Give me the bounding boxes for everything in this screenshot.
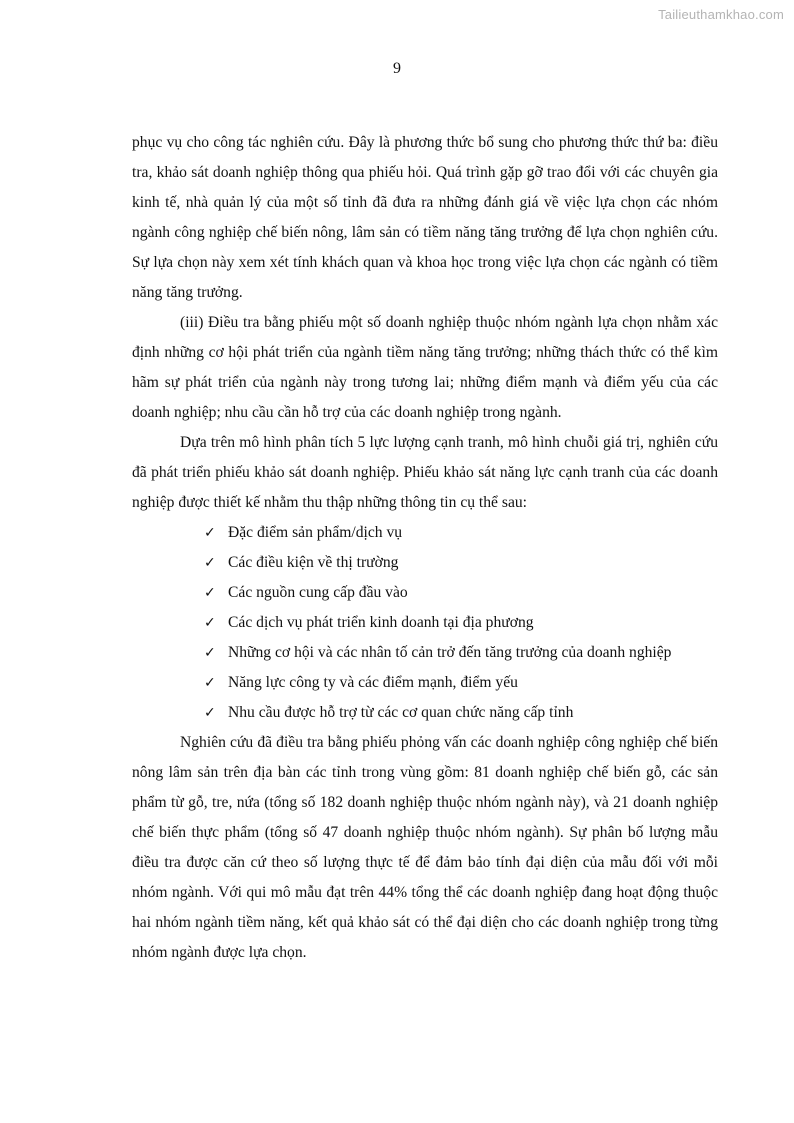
paragraph-five-forces: Dựa trên mô hình phân tích 5 lực lượng cạnh tranh, mô hình chuỗi giá trị, nghiên cứu đã phát triển phiếu khảo sát doanh nghiệp. Phiếu khảo sát năng lực cạnh tranh của các doanh nghiệp được thiết kế nhằm thu thập những thông tin cụ thể sau: bbox=[132, 434, 718, 511]
survey-info-checklist bbox=[132, 518, 718, 728]
checkmark-icon: ✓ bbox=[204, 675, 216, 691]
page-number: 9 bbox=[393, 60, 401, 77]
list-item bbox=[204, 518, 718, 548]
paragraph-continued: phục vụ cho công tác nghiên cứu. Đây là phương thức bổ sung cho phương thức thứ ba: điều tra, khảo sát doanh nghiệp thông qua phiếu hỏi. Quá trình gặp gỡ trao đổi với các chuyên gia kinh tế, nhà quản lý của một số tỉnh đã đưa ra những đánh giá về việc lựa chọn các nhóm ngành công nghiệp chế biến nông, lâm sản có tiềm năng tăng trưởng để lựa chọn nghiên cứu. Sự lựa chọn này xem xét tính khách quan và khoa học trong việc lựa chọn các ngành có tiềm năng tăng trưởng. bbox=[132, 134, 718, 301]
list-item bbox=[204, 608, 718, 638]
list-item-text: Các dịch vụ phát triển kinh doanh tại địa phương bbox=[228, 614, 534, 631]
checkmark-icon: ✓ bbox=[204, 705, 216, 721]
checkmark-icon: ✓ bbox=[204, 645, 216, 661]
checkmark-icon: ✓ bbox=[204, 585, 216, 601]
checkmark-icon: ✓ bbox=[204, 615, 216, 631]
checkmark-icon: ✓ bbox=[204, 525, 216, 541]
list-item-text: Đặc điểm sản phẩm/dịch vụ bbox=[228, 524, 403, 541]
list-item-text: Các điều kiện về thị trường bbox=[228, 554, 399, 571]
checkmark-icon: ✓ bbox=[204, 555, 216, 571]
list-item-text: Các nguồn cung cấp đầu vào bbox=[228, 584, 408, 601]
list-item bbox=[204, 698, 718, 728]
list-item bbox=[204, 638, 718, 668]
paragraph-survey-iii: (iii) Điều tra bằng phiếu một số doanh nghiệp thuộc nhóm ngành lựa chọn nhằm xác định những cơ hội phát triển của ngành tiềm năng tăng trưởng; những thách thức có thể kìm hãm sự phát triển của ngành này trong tương lai; những điểm mạnh và điểm yếu của các doanh nghiệp; nhu cầu cần hỗ trợ của các doanh nghiệp trong ngành. bbox=[132, 314, 718, 421]
list-item bbox=[204, 548, 718, 578]
list-item-text: Năng lực công ty và các điểm mạnh, điểm yếu bbox=[228, 674, 518, 691]
watermark: Tailieuthamkhao.com bbox=[658, 7, 784, 22]
list-item-text: Những cơ hội và các nhân tố cản trở đến tăng trưởng của doanh nghiệp bbox=[228, 644, 672, 661]
document-body bbox=[132, 128, 718, 968]
list-item bbox=[204, 668, 718, 698]
paragraph-survey-sample: Nghiên cứu đã điều tra bằng phiếu phỏng vấn các doanh nghiệp công nghiệp chế biến nông lâm sản trên địa bàn các tỉnh trong vùng gồm: 81 doanh nghiệp chế biến gỗ, các sản phẩm từ gỗ, tre, nứa (tổng số 182 doanh nghiệp thuộc nhóm ngành này), và 21 doanh nghiệp chế biến thực phẩm (tổng số 47 doanh nghiệp thuộc nhóm ngành). Sự phân bố lượng mẫu điều tra được căn cứ theo số lượng thực tế để đảm bảo tính đại diện của mẫu đối với mỗi nhóm ngành. Với qui mô mẫu đạt trên 44% tổng thể các doanh nghiệp đang hoạt động thuộc hai nhóm ngành tiềm năng, kết quả khảo sát có thể đại diện cho các doanh nghiệp trong từng nhóm ngành được lựa chọn. bbox=[132, 734, 718, 961]
list-item-text: Nhu cầu được hỗ trợ từ các cơ quan chức năng cấp tỉnh bbox=[228, 704, 574, 721]
list-item bbox=[204, 578, 718, 608]
